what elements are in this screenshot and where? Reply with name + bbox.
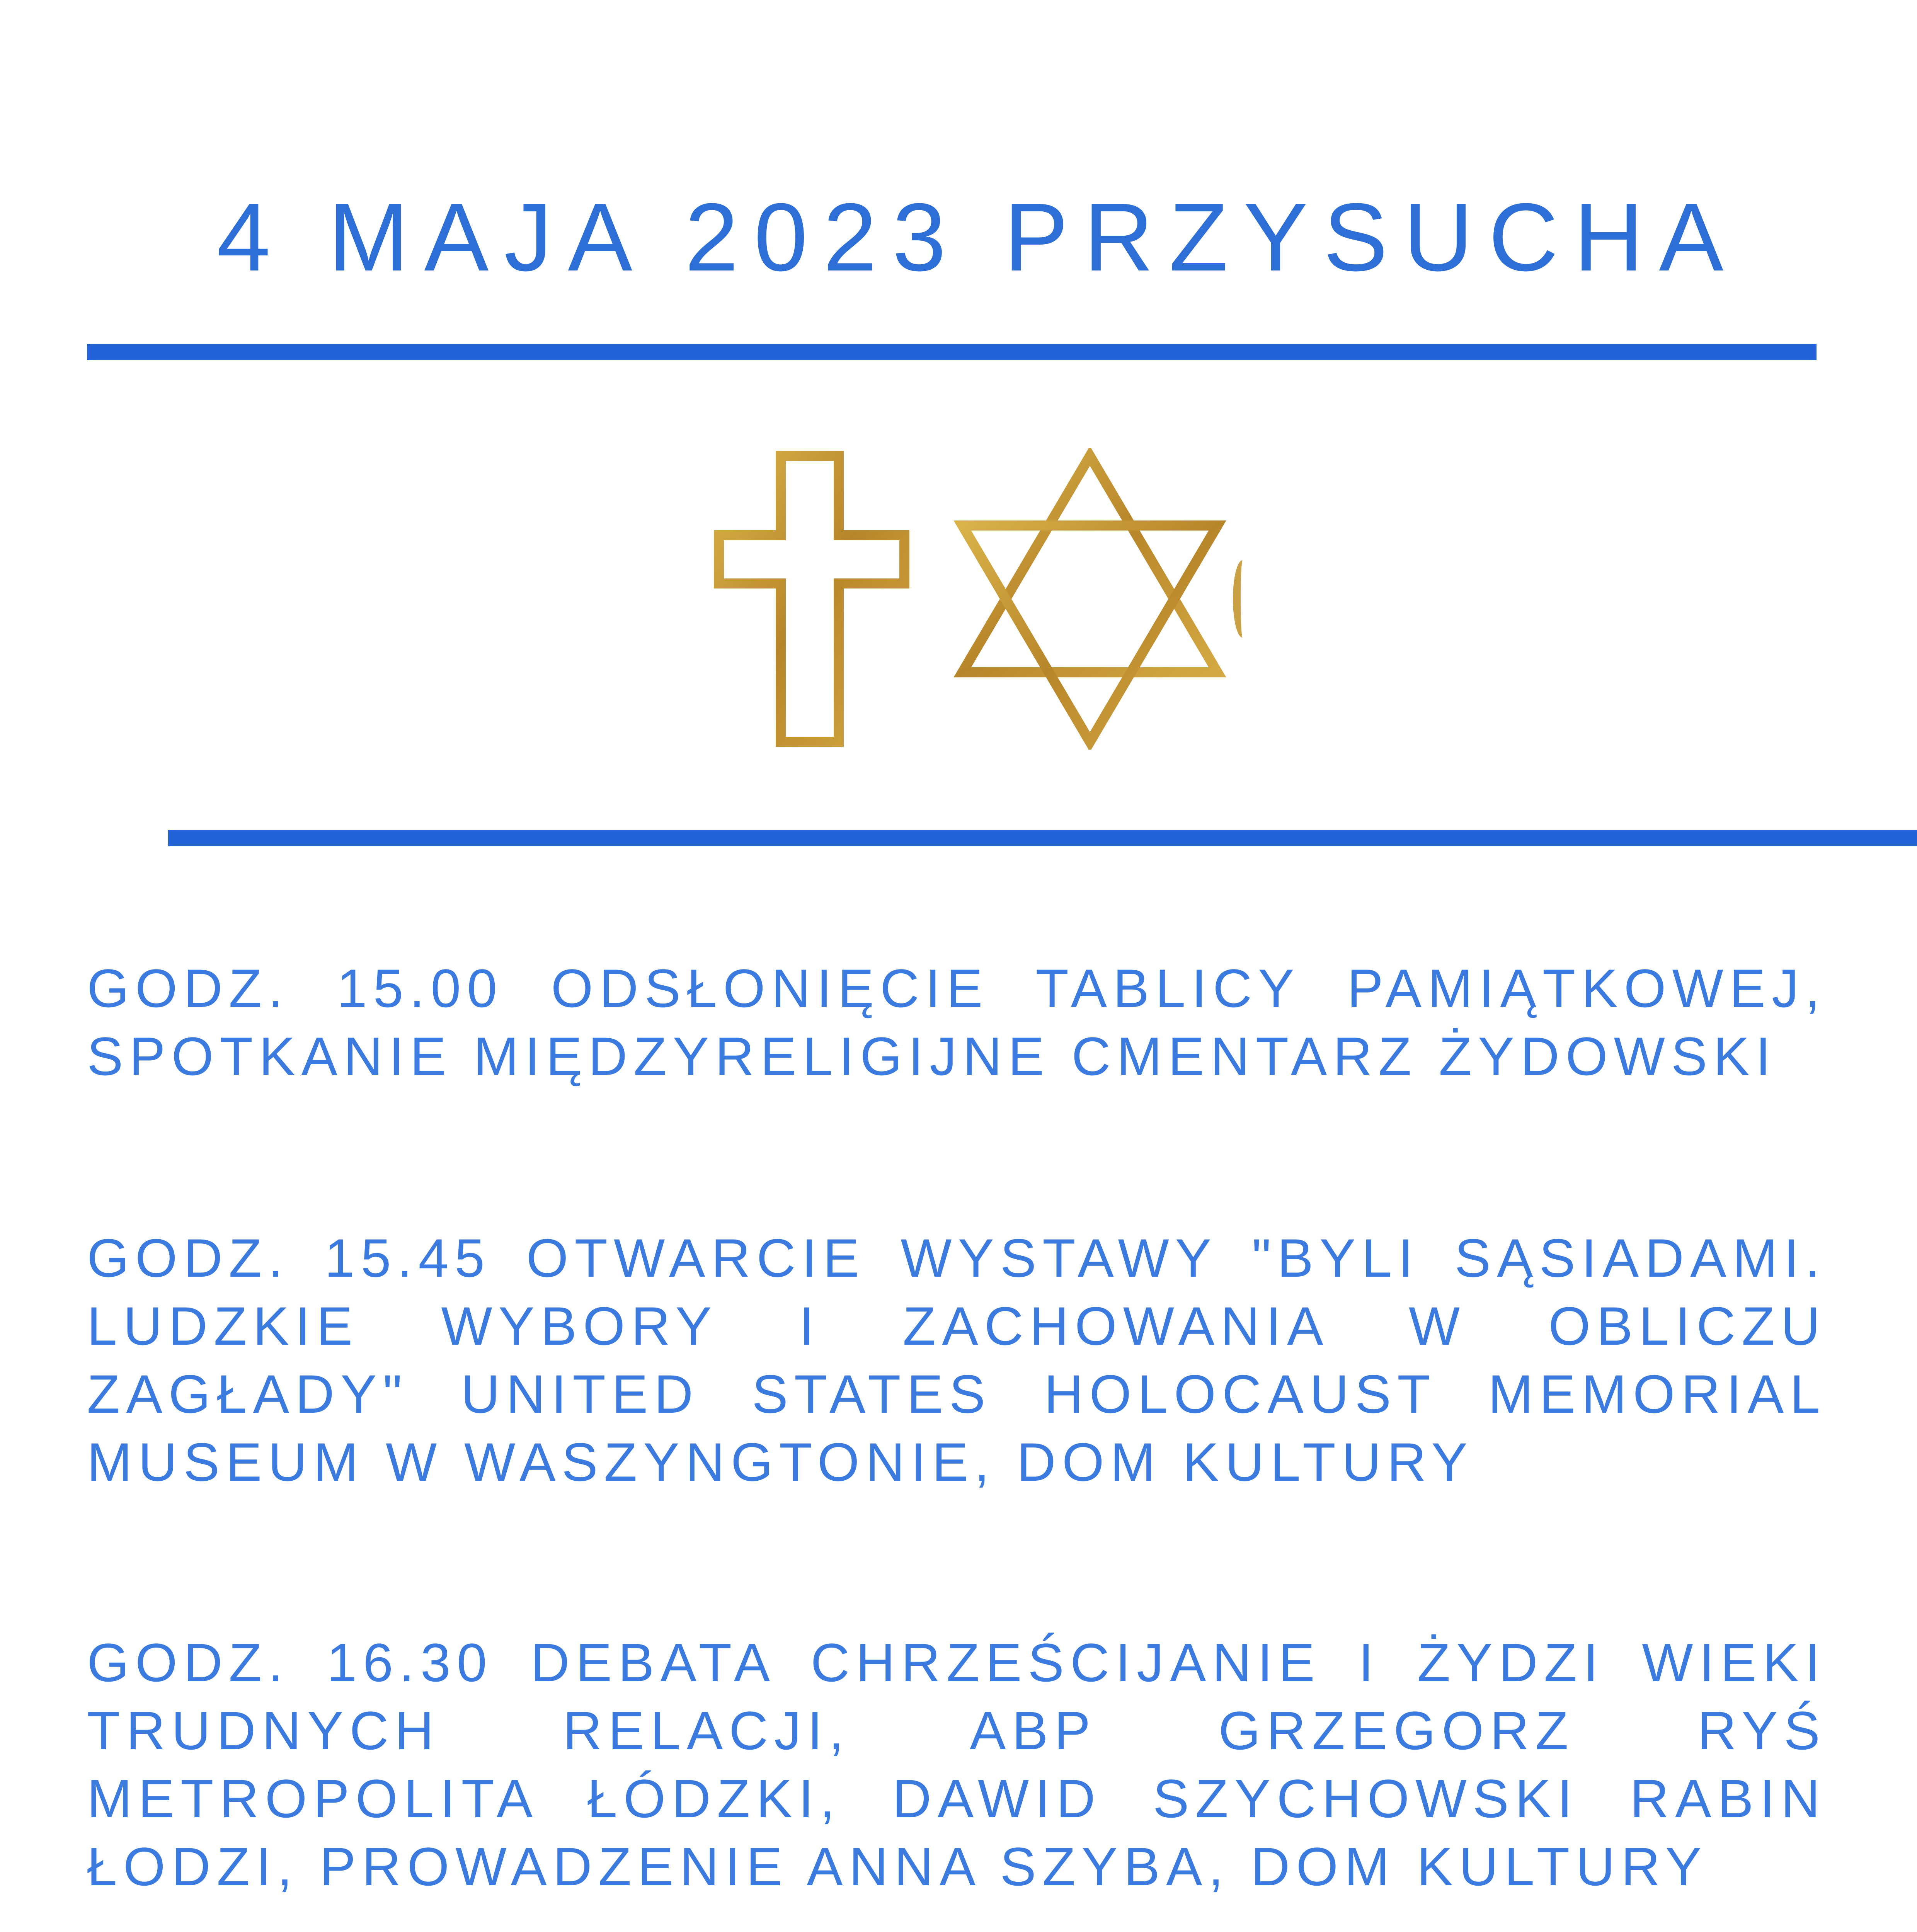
latin-cross-icon — [711, 448, 912, 750]
religious-symbols — [711, 448, 1245, 750]
program-item-3: GODZ. 16.30 DEBATA CHRZEŚCIJANIE I ŻYDZI WIEKI TRUDNYCH RELACJI, ABP GRZEGORZ RYŚ METROPOLITA ŁÓDZKI, DAWID SZYCHOWSKI RABIN ŁODZI, PROWADZENIE ANNA SZYBA, DOM KULTURY — [87, 1632, 1826, 1897]
top-divider — [87, 344, 1817, 360]
program-item-2: GODZ. 15.45 OTWARCIE WYSTAWY "BYLI SĄSIADAMI. LUDZKIE WYBORY I ZACHOWANIA W OBLICZU ZAGŁADY" UNITED STATES HOLOCAUST MEMORIAL MUSEUM W WASZYNGTONIE, DOM KULTURY — [87, 1228, 1826, 1492]
star-of-david-icon — [943, 448, 1237, 750]
program-item-1: GODZ. 15.00 ODSŁONIĘCIE TABLICY PAMIĄTKOWEJ, SPOTKANIE MIĘDZYRELIGIJNE CMENTARZ ŻYDOWSKI — [87, 958, 1826, 1087]
partial-symbol-edge — [1233, 560, 1252, 638]
middle-divider — [168, 830, 1917, 846]
page-title: 4 MAJA 2023 PRZYSUCHA — [216, 183, 1739, 291]
